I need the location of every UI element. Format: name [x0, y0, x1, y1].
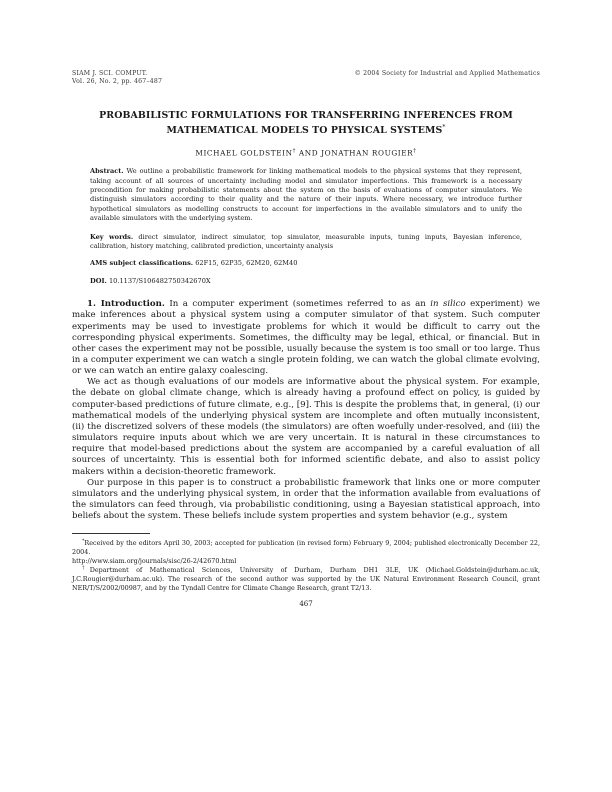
- intro-paragraph-2: We act as though evaluations of our models are informative about the physical system. For example, the debate on global climate change, which is already having a profound effect on policy, is guided by computer-based predictions of future climate, e.g., [9]. This is despite the problems that, in general, (i) our mathematical models of the underlying physical system are incomplete and often mutually inconsistent, (ii) the discretized solvers of these models (the simulators) are often woefully under-resolved, and (iii) the simulators require inputs about which we are very uncertain. It is natural in these circumstances to require that model-based predictions about the system are accompanied by a careful evaluation of all sources of uncertainty. This is essential both for informed scientific debate, and also to assist policy makers within a decision-theoretic framework.: [72, 377, 540, 477]
- author-line: [72, 148, 540, 157]
- intro-p1-b: experiment) we make inferences about a physical system using a computer simulator of that system. Such computer experiments may be used to investigate problems for which it would be difficult to carry out the corresponding physical experiments. Sometimes, the difficulty may be legal, ethical, or financial. But in other cases the experiment may not be possible, usually because the system is too small or too large. Thus in a computer experiment we can watch a single protein folding, we can watch the global climate evolving, or we can watch an entire galaxy coalescing.: [72, 299, 541, 377]
- section-heading: 1. Introduction.: [87, 299, 165, 310]
- footnote-1: [72, 538, 540, 565]
- abstract-label: Abstract.: [90, 167, 124, 176]
- footnote-2: [72, 565, 540, 592]
- author-1-mark: †: [292, 147, 296, 154]
- doi-label: DOI.: [90, 276, 107, 285]
- copyright-notice: © 2004 Society for Industrial and Applied Mathematics: [354, 70, 540, 77]
- journal-name: SIAM J. SCI. COMPUT.: [72, 70, 148, 77]
- paper-page: [72, 70, 540, 608]
- abstract: [90, 167, 522, 223]
- footnote-1-url[interactable]: http://www.siam.org/journals/sisc/26-2/42670.html: [72, 556, 237, 565]
- body-text: [72, 299, 540, 522]
- journal-volume: Vol. 26, No. 2, pp. 467–487: [72, 78, 163, 85]
- doi: [90, 277, 522, 286]
- intro-p1-a: In a computer experiment (sometimes referred to as an: [169, 299, 426, 310]
- abstract-text: We outline a probabilistic framework for linking mathematical models to the physical systems that they represent, taking account of all sources of uncertainty including model and simulator imperfections. This framework is a necessary precondition for making probabilistic statements about the system on the basis of evaluations of computer simulators. We distinguish simulators according to their quality and the nature of their inputs. Where necessary, we introduce further hypothetical simulators as modelling constructs to account for imperfections in the available simulators and to unify the available simulators with the underlying system.: [90, 167, 522, 223]
- doi-text: 10.1137/S106482750342670X: [108, 276, 211, 285]
- footnote-2-text: Department of Mathematical Sciences, University of Durham, Durham DH1 3LE, UK (Michael.Goldstein@durham.ac.uk, J.C.Rougier@durham.ac.uk). The research of the second author was supported by the UK Natural Environment Research Council, grant NER/T/S/2002/00987, and by the Tyndall Centre for Climate Change Research, grant T2/13.: [72, 566, 540, 592]
- intro-p1-italic: in silico: [430, 299, 466, 310]
- author-2: JONATHAN ROUGIER: [321, 148, 414, 158]
- paper-title: [72, 110, 540, 138]
- author-1: MICHAEL GOLDSTEIN: [195, 148, 293, 158]
- title-text: PROBABILISTIC FORMULATIONS FOR TRANSFERRING INFERENCES FROM MATHEMATICAL MODELS TO PHYSICAL SYSTEMS: [99, 110, 513, 137]
- keywords-text: direct simulator, indirect simulator, top simulator, measurable inputs, tuning inputs, Bayesian inference, calibration, history matching, calibrated prediction, uncertainty analysis: [90, 232, 522, 250]
- footnotes: [72, 538, 540, 592]
- ams-label: AMS subject classifications.: [90, 259, 194, 268]
- footnote-2-mark: †: [82, 566, 90, 572]
- title-footnote-mark: *: [442, 124, 446, 132]
- footnote-1-text: Received by the editors April 30, 2003; accepted for publication (in revised form) February 9, 2004; published electronically December 22, 2004.: [72, 539, 540, 557]
- footnote-1-mark: *: [82, 539, 85, 545]
- ams-classifications: [90, 259, 522, 268]
- intro-paragraph-1: [72, 299, 540, 377]
- page-number: 467: [299, 600, 313, 609]
- ams-text: 62F15, 62P35, 62M20, 62M40: [195, 259, 298, 268]
- footnote-rule: [72, 533, 150, 534]
- journal-info: [72, 70, 162, 86]
- intro-paragraph-3: Our purpose in this paper is to construct a probabilistic framework that links one or more computer simulators and the underlying physical system, in order that the information available from evaluations of the simulators can feed through, via probabilistic conditioning, using a Bayesian statistical approach, into beliefs about the system. These beliefs include system properties and system behavior (e.g., system: [72, 477, 540, 522]
- author-and: AND: [298, 148, 319, 158]
- author-2-mark: †: [413, 147, 417, 154]
- running-header: [72, 70, 540, 86]
- keywords-label: Key words.: [90, 232, 134, 241]
- keywords: [90, 233, 522, 252]
